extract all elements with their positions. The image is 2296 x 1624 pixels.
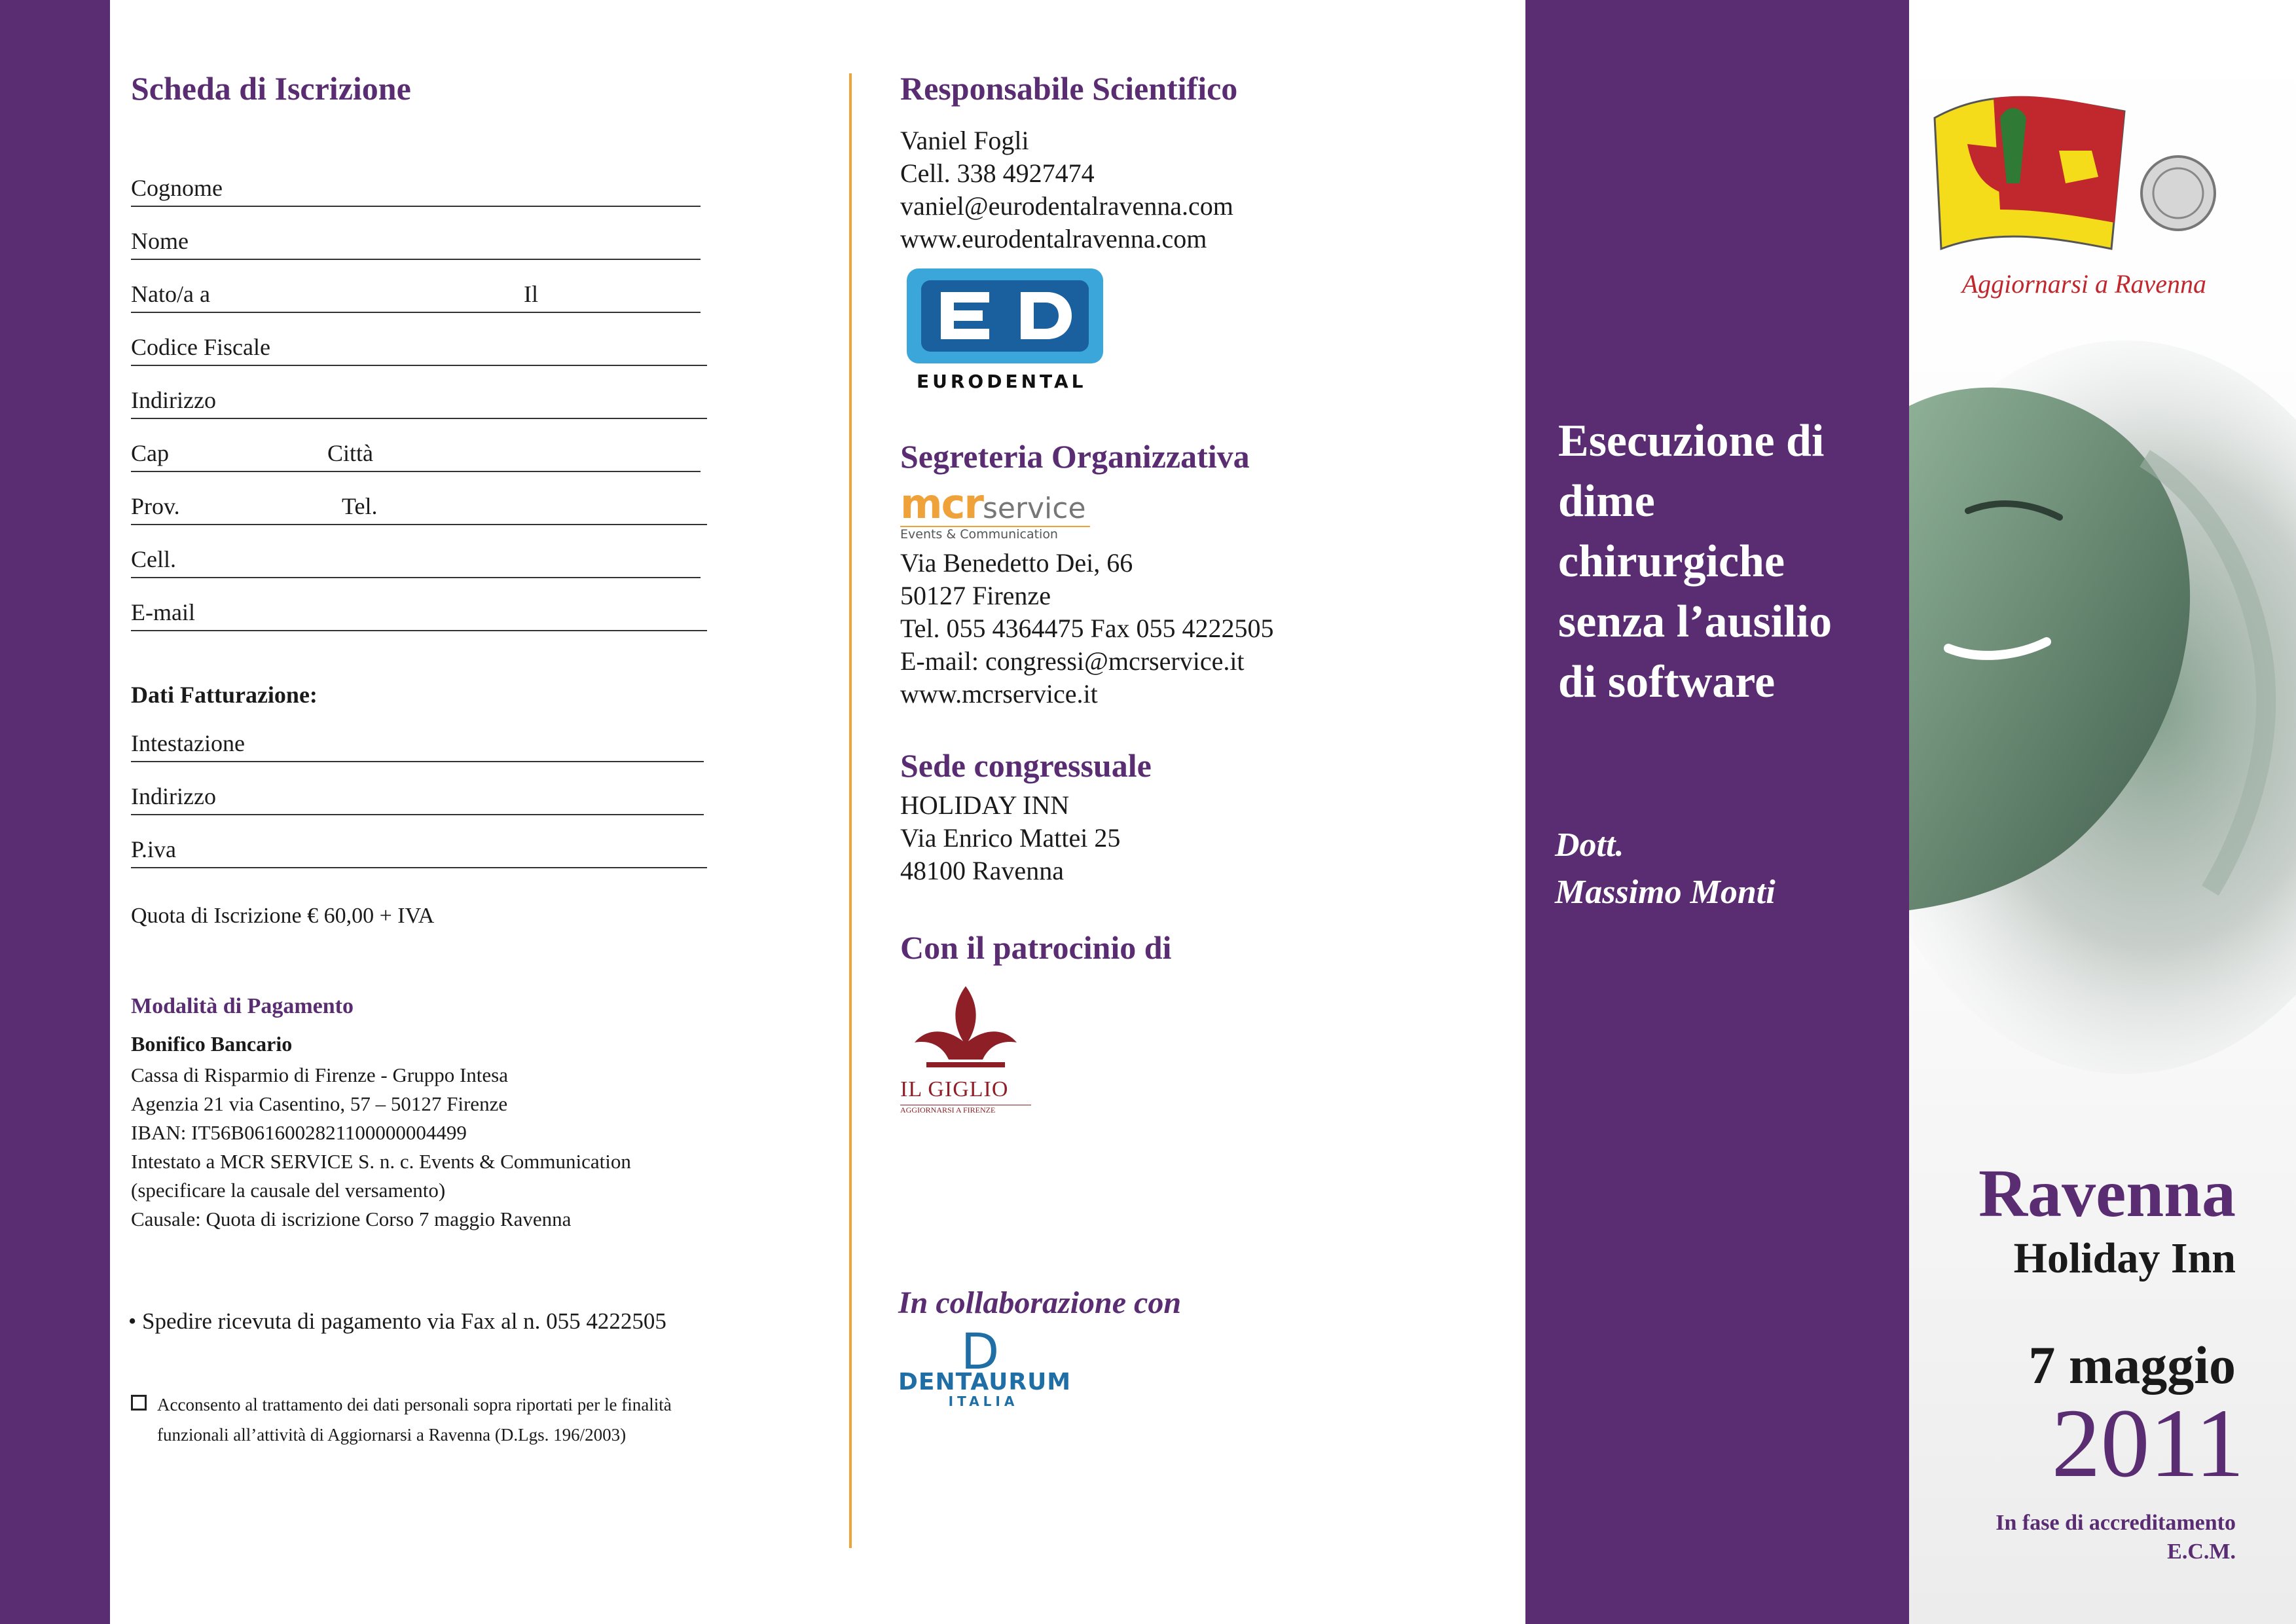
ravenna-flag-emblem: [1928, 72, 2216, 262]
cognome-label: Cognome: [131, 175, 223, 201]
scientific-web[interactable]: www.eurodentalravenna.com: [900, 224, 1207, 253]
nome-label: Nome: [131, 228, 189, 254]
event-city: Ravenna: [1978, 1156, 2236, 1231]
cover-purple-band: [1525, 0, 1909, 1624]
venue-address: Via Enrico Mattei 25: [900, 823, 1121, 853]
consent-line: Acconsento al trattamento dei dati personali sopra riportati per le finalità: [157, 1395, 672, 1414]
mcr-logo-main: mcr: [900, 480, 983, 528]
cell-label: Cell.: [131, 546, 176, 572]
cap-citta-field[interactable]: [131, 442, 701, 472]
cell-field[interactable]: [131, 548, 701, 578]
intestazione-field[interactable]: [131, 732, 704, 762]
course-title: [1558, 411, 1899, 712]
billing-indirizzo-field[interactable]: [131, 785, 704, 815]
fee-text: Quota di Iscrizione € 60,00 + IVA: [131, 904, 435, 928]
nato-label: Nato/a a: [131, 281, 210, 307]
codice-fiscale-field[interactable]: [131, 336, 707, 366]
il-label: Il: [524, 281, 538, 307]
consent-checkbox[interactable]: [131, 1395, 147, 1411]
ecm-line: In fase di accreditamento: [1995, 1511, 2236, 1535]
dentaurum-name: DENTAURUM: [898, 1369, 1072, 1395]
prov-tel-field[interactable]: [131, 495, 707, 525]
course-title-line: dime: [1558, 476, 1655, 526]
payment-title: Modalità di Pagamento: [131, 994, 354, 1018]
codice-fiscale-label: Codice Fiscale: [131, 334, 270, 360]
ecm-note: [1899, 1509, 2236, 1566]
column-divider: [849, 73, 852, 1548]
patronage-title: Con il patrocinio di: [900, 929, 1172, 966]
payment-line: Intestato a MCR SERVICE S. n. c. Events & Communication: [131, 1150, 631, 1173]
payment-line: (specificare la causale del versamento): [131, 1179, 446, 1202]
scientific-cell: Cell. 338 4927474: [900, 158, 1095, 188]
payment-line: Agenzia 21 via Casentino, 57 – 50127 Firenze: [131, 1092, 508, 1115]
dentaurum-sub: ITALIA: [948, 1393, 1019, 1409]
course-title-line: di software: [1558, 657, 1776, 707]
eurodental-logo-text: EURODENTAL: [917, 371, 1087, 392]
organizing-contact: [900, 547, 1274, 710]
scientific-contact: [900, 124, 1233, 255]
citta-label: Città: [327, 440, 373, 466]
scientific-name: Vaniel Fogli: [900, 126, 1029, 155]
venue-title: Sede congressuale: [900, 747, 1152, 784]
venue-details: [900, 789, 1120, 887]
giglio-name: IL GIGLIO: [900, 1077, 1009, 1101]
event-year: 2011: [2051, 1389, 2244, 1498]
flag-icon: [1928, 72, 2216, 262]
payment-line: Cassa di Risparmio di Firenze - Gruppo Intesa: [131, 1063, 508, 1086]
left-purple-band: [0, 0, 110, 1624]
payment-line: Causale: Quota di iscrizione Corso 7 maggio Ravenna: [131, 1208, 572, 1230]
event-hotel: Holiday Inn: [2013, 1234, 2236, 1282]
ecm-line: E.C.M.: [2167, 1540, 2236, 1564]
payment-line: IBAN: IT56B0616002821100000004499: [131, 1121, 467, 1144]
organizing-web[interactable]: www.mcrservice.it: [900, 679, 1098, 709]
mcr-logo-service: service: [982, 492, 1086, 525]
venue-name: HOLIDAY INN: [900, 790, 1070, 820]
indirizzo-field[interactable]: [131, 389, 707, 419]
event-date: 7 maggio: [2028, 1335, 2236, 1395]
payment-details: [131, 1061, 631, 1234]
nato-field[interactable]: [131, 283, 701, 313]
speaker: [1555, 822, 1776, 916]
brand-name: Aggiornarsi a Ravenna: [1961, 269, 2206, 299]
fax-note: • Spedire ricevuta di pagamento via Fax al n. 055 4222505: [128, 1308, 666, 1334]
course-title-line: Esecuzione di: [1558, 416, 1825, 466]
speaker-name: Massimo Monti: [1555, 874, 1776, 911]
venue-city: 48100 Ravenna: [900, 856, 1064, 885]
organizing-title: Segreteria Organizzativa: [900, 438, 1250, 475]
piva-field[interactable]: [131, 838, 707, 868]
course-title-line: senza l’ausilio: [1558, 597, 1832, 647]
eurodental-mark-icon: [907, 268, 1103, 363]
eurodental-logo: [907, 268, 1103, 363]
speaker-title: Dott.: [1555, 826, 1624, 864]
prov-label: Prov.: [131, 493, 180, 519]
organizing-phone: Tel. 055 4364475 Fax 055 4222505: [900, 614, 1274, 643]
cap-label: Cap: [131, 440, 169, 466]
dentaurum-mark: D: [960, 1322, 1000, 1380]
mcr-logo: [900, 480, 1110, 542]
scientific-email[interactable]: vaniel@eurodentalravenna.com: [900, 191, 1233, 221]
form-title: Scheda di Iscrizione: [131, 70, 411, 107]
giglio-logo: [900, 982, 1044, 1126]
organizing-email[interactable]: E-mail: congressi@mcrservice.it: [900, 646, 1245, 676]
email-field[interactable]: [131, 601, 707, 631]
dentaurum-logo: [898, 1322, 1108, 1409]
consent-text: [157, 1390, 672, 1450]
billing-indirizzo-label: Indirizzo: [131, 783, 216, 809]
giglio-tagline: AGGIORNARSI A FIRENZE: [900, 1105, 1031, 1115]
organizing-address2: 50127 Firenze: [900, 581, 1051, 610]
nome-field[interactable]: [131, 230, 701, 260]
payment-method: Bonifico Bancario: [131, 1032, 293, 1056]
course-title-line: chirurgiche: [1558, 536, 1785, 587]
intestazione-label: Intestazione: [131, 730, 245, 756]
scientific-title: Responsabile Scientifico: [900, 70, 1238, 107]
piva-label: P.iva: [131, 836, 177, 862]
organizing-address1: Via Benedetto Dei, 66: [900, 548, 1133, 578]
lily-icon: [900, 982, 1031, 1074]
collab-title: In collaborazione con: [898, 1285, 1182, 1320]
mcr-logo-tagline: Events & Communication: [900, 526, 1090, 542]
tel-label: Tel.: [342, 493, 378, 519]
billing-title: Dati Fatturazione:: [131, 682, 318, 708]
cognome-field[interactable]: [131, 177, 701, 207]
indirizzo-label: Indirizzo: [131, 387, 216, 413]
consent-line: funzionali all’attività di Aggiornarsi a Ravenna (D.Lgs. 196/2003): [157, 1425, 627, 1445]
email-label: E-mail: [131, 599, 195, 625]
